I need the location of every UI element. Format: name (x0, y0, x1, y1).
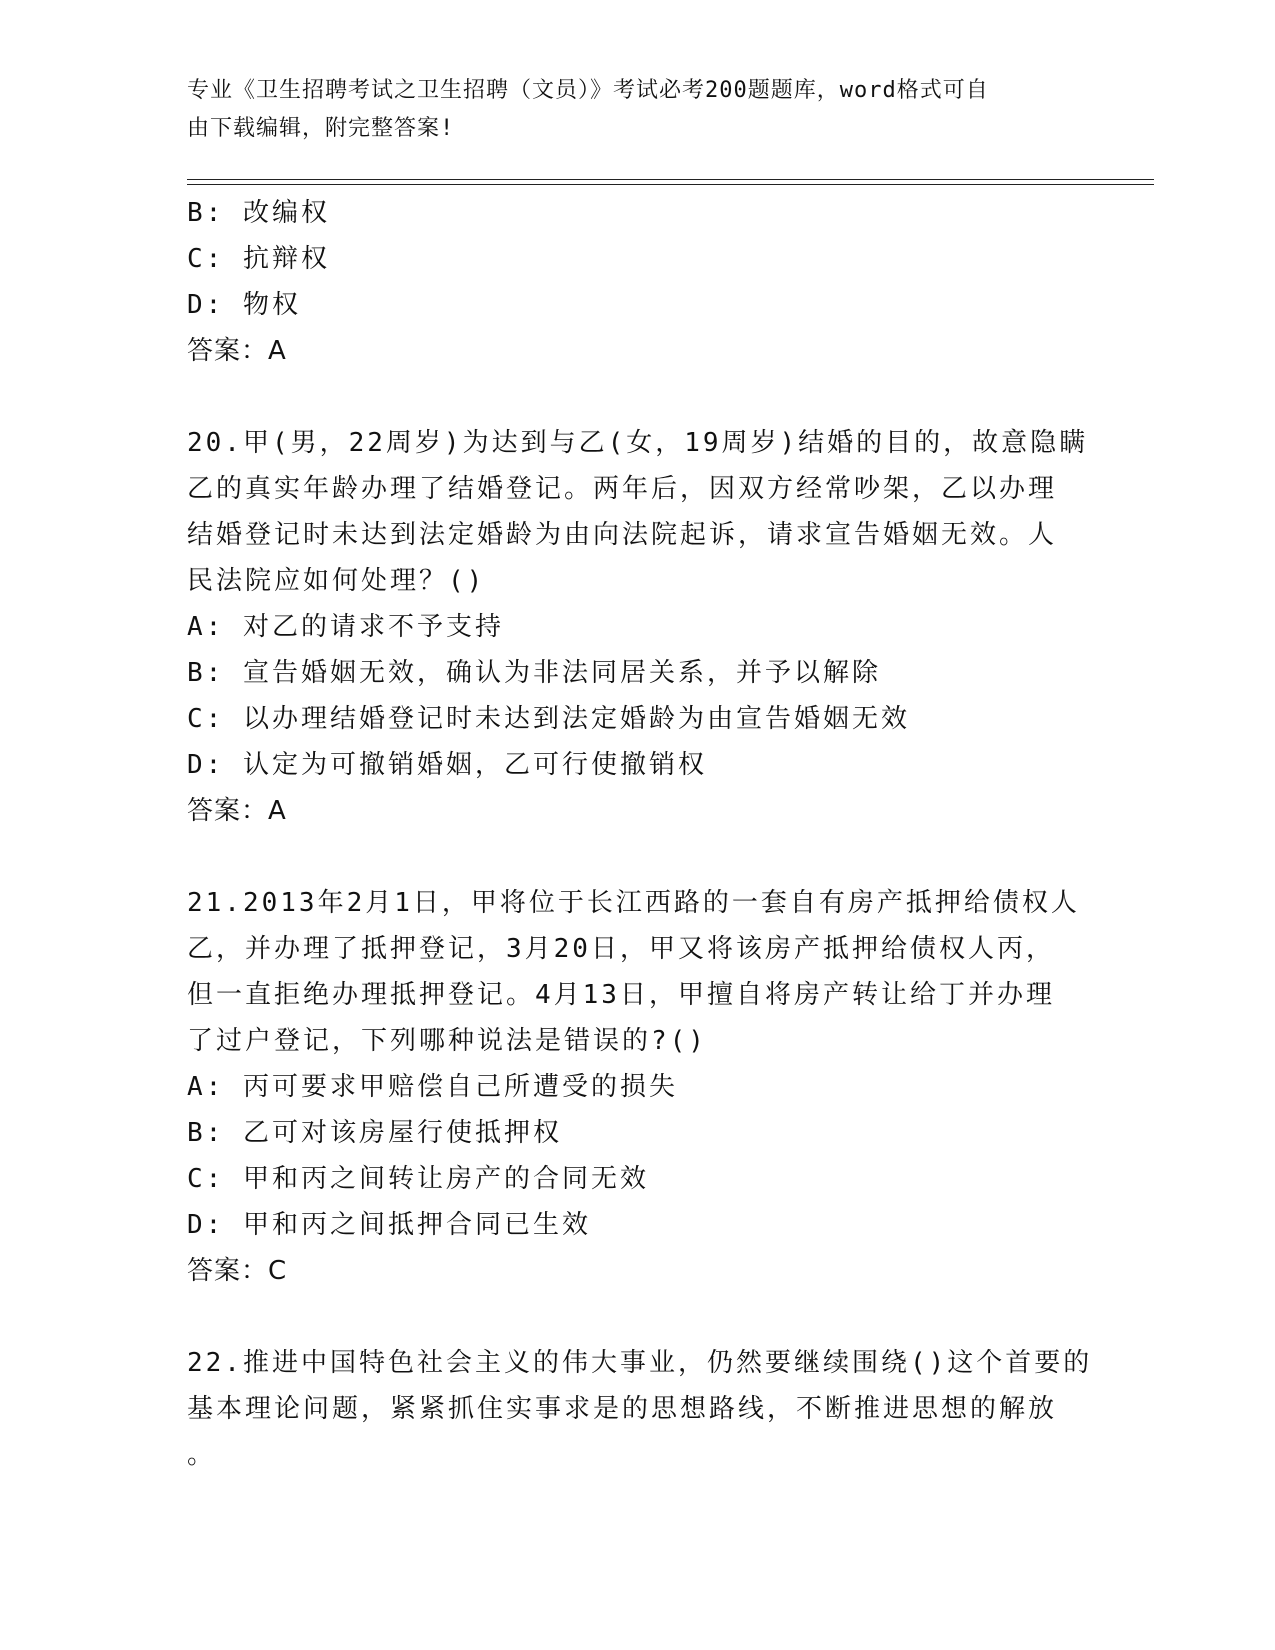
option-b: B: 乙可对该房屋行使抵押权 (187, 1118, 562, 1148)
question-stem-line: 乙的真实年龄办理了结婚登记。两年后，因双方经常吵架，乙以办理 (187, 474, 1058, 504)
question-stem-line: 21.2013年2月1日，甲将位于长江西路的一套自有房产抵押给债权人 (187, 888, 1080, 918)
question-22 (187, 1340, 1093, 1478)
question-stem-line: 。 (187, 1440, 217, 1470)
option-d: D: 认定为可撤销婚姻，乙可行使撤销权 (187, 750, 707, 780)
question-stem-line: 20.甲(男，22周岁)为达到与乙(女，19周岁)结婚的目的，故意隐瞒 (187, 428, 1089, 458)
answer-line: 答案：A (187, 336, 287, 366)
question-stem-line: 民法院应如何处理？() (187, 566, 486, 596)
question-content (187, 190, 1093, 1478)
option-a: A: 对乙的请求不予支持 (187, 612, 504, 642)
question-21 (187, 880, 1087, 1294)
spacer (187, 834, 1087, 880)
header-line-2: 由下载编辑，附完整答案! (187, 116, 455, 141)
question-stem-line: 了过户登记，下列哪种说法是错误的?() (187, 1026, 707, 1056)
question-stem-line: 乙，并办理了抵押登记，3月20日，甲又将该房产抵押给债权人丙， (187, 934, 1055, 964)
option-a: A: 丙可要求甲赔偿自己所遭受的损失 (187, 1072, 678, 1102)
option-b: B: 改编权 (187, 198, 330, 228)
option-c: C: 甲和丙之间转让房产的合同无效 (187, 1164, 649, 1194)
option-d: D: 物权 (187, 290, 301, 320)
option-d: D: 甲和丙之间抵押合同已生效 (187, 1210, 591, 1240)
answer-line: 答案：C (187, 1256, 288, 1286)
prev-question (187, 190, 1087, 374)
spacer (187, 1294, 1087, 1340)
header-line-1: 专业《卫生招聘考试之卫生招聘（文员）》考试必考200题题库，word格式可自 (187, 78, 989, 103)
page-header (187, 72, 1087, 148)
option-c: C: 抗辩权 (187, 244, 330, 274)
option-b: B: 宣告婚姻无效，确认为非法同居关系，并予以解除 (187, 658, 881, 688)
option-c: C: 以办理结婚登记时未达到法定婚龄为由宣告婚姻无效 (187, 704, 910, 734)
header-divider-bottom (187, 184, 1154, 185)
question-stem-line: 22.推进中国特色社会主义的伟大事业，仍然要继续围绕()这个首要的 (187, 1348, 1093, 1378)
question-20 (187, 420, 1087, 834)
header-divider-top (187, 179, 1154, 180)
question-stem-line: 基本理论问题，紧紧抓住实事求是的思想路线，不断推进思想的解放 (187, 1394, 1058, 1424)
spacer (187, 374, 1087, 420)
question-stem-line: 但一直拒绝办理抵押登记。4月13日，甲擅自将房产转让给丁并办理 (187, 980, 1055, 1010)
question-stem-line: 结婚登记时未达到法定婚龄为由向法院起诉，请求宣告婚姻无效。人 (187, 520, 1058, 550)
answer-line: 答案：A (187, 796, 287, 826)
